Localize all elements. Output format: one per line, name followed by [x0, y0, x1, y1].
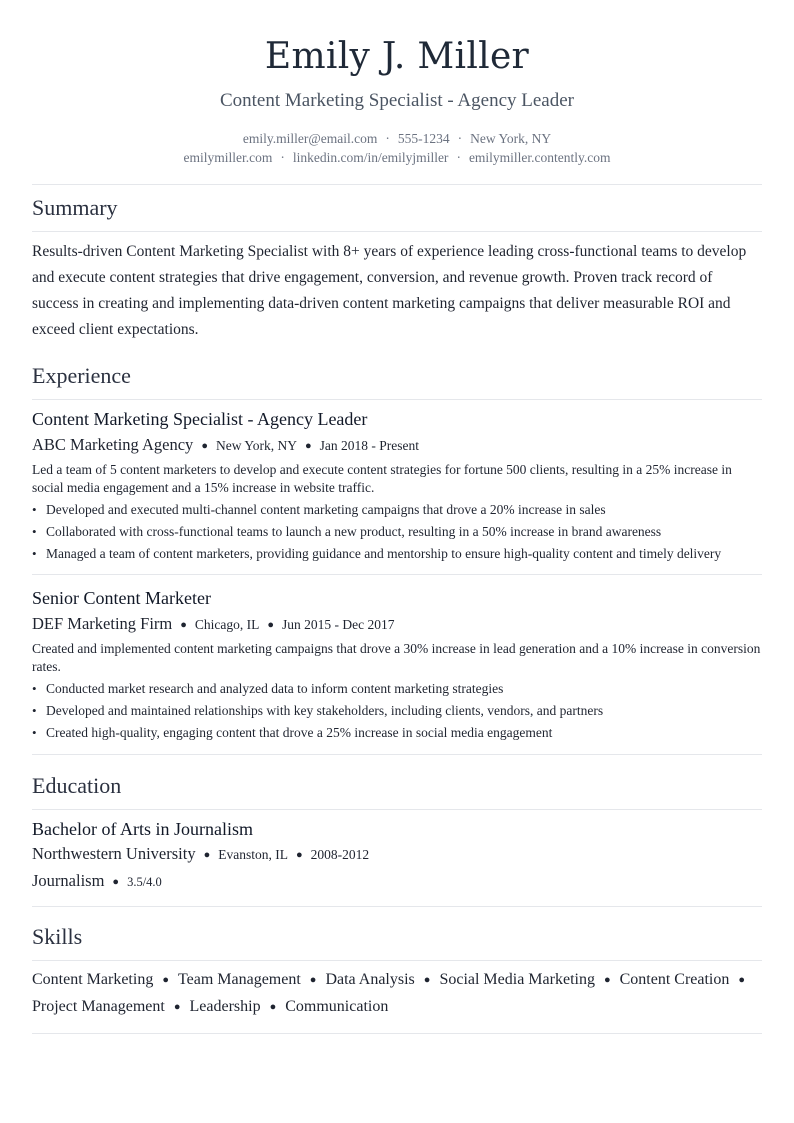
job-entry: [32, 408, 762, 563]
job-bullets: [32, 680, 762, 742]
resume-header: [32, 0, 762, 167]
job-bullet: • Collaborated with cross-functional teams to launch a new product, resulting in a 50% increase in brand awareness: [32, 523, 762, 541]
job-description: Created and implemented content marketing campaigns that drove a 30% increase in lead generation and a 10% increase in conversion rates.: [32, 641, 761, 674]
education-heading: Education: [32, 773, 122, 798]
contact-separator: ·: [385, 131, 390, 146]
skill-item: Team Management: [177, 971, 301, 988]
job-meta: [32, 434, 762, 458]
skill-item: Leadership: [189, 998, 261, 1015]
contact-website[interactable]: emilymiller.com: [183, 150, 273, 165]
meta-bullet: ●: [304, 440, 312, 452]
section-divider: [32, 184, 762, 185]
candidate-name: Emily J. Miller: [264, 36, 530, 77]
education-meta: [32, 843, 762, 867]
contact-separator: ·: [280, 150, 285, 165]
contact-phone[interactable]: 555-1234: [397, 131, 450, 146]
skills-section: [32, 924, 762, 1034]
experience-heading: Experience: [32, 363, 131, 388]
meta-bullet: ●: [201, 440, 208, 452]
candidate-headline: Content Marketing Specialist - Agency Leader: [219, 90, 575, 111]
job-dates: Jun 2015 - Dec 2017: [282, 617, 395, 632]
heading-underline: [32, 399, 762, 400]
meta-bullet: ●: [180, 619, 187, 631]
skill-item: Content Creation: [619, 971, 730, 988]
skills-heading: Skills: [32, 924, 83, 949]
job-bullet: • Conducted market research and analyzed data to inform content marketing strategies: [32, 680, 762, 698]
skills-line: [32, 967, 762, 994]
job-location: New York, NY: [215, 438, 297, 453]
job-meta: [32, 613, 762, 637]
job-dates: Jan 2018 - Present: [319, 438, 419, 453]
section-divider: [32, 906, 762, 907]
heading-underline: [32, 231, 762, 232]
education-details: [32, 870, 762, 894]
section-divider: [32, 754, 762, 755]
education-section: [32, 773, 762, 907]
job-bullet: • Developed and maintained relationships with key stakeholders, including clients, vendors, and partners: [32, 702, 762, 720]
heading-underline: [32, 809, 762, 810]
skill-item: Data Analysis: [325, 971, 415, 988]
skill-separator: ●: [269, 1001, 277, 1013]
job-title: Senior Content Marketer: [32, 588, 211, 608]
meta-bullet: ●: [296, 849, 303, 861]
meta-bullet: ●: [267, 619, 275, 631]
contact-separator: ·: [457, 131, 463, 146]
contact-linkedin[interactable]: linkedin.com/in/emilyjmiller: [292, 150, 449, 165]
heading-underline: [32, 960, 762, 961]
skill-item: Content Marketing: [32, 971, 154, 988]
skill-separator: ●: [162, 974, 169, 986]
contact-portfolio[interactable]: emilymiller.contently.com: [468, 150, 611, 165]
section-divider: [32, 1033, 762, 1034]
school-location: Evanston, IL: [218, 847, 288, 862]
job-bullets: [32, 501, 762, 563]
job-description: Led a team of 5 content marketers to develop and execute content strategies for fortune 500 clients, resulting in a 25% increase in social media engagement and a 15% increase in website traffic.: [32, 462, 732, 495]
contact-line-links: [32, 148, 762, 167]
skill-item: Communication: [285, 998, 389, 1015]
experience-section: [32, 363, 762, 755]
school-name: Northwestern University: [32, 844, 196, 863]
job-company: DEF Marketing Firm: [32, 614, 173, 633]
job-entry: [32, 587, 762, 742]
education-gpa: 3.5/4.0: [127, 875, 162, 889]
summary-section: [32, 195, 762, 343]
job-location: Chicago, IL: [194, 617, 260, 632]
contact-separator: ·: [456, 150, 461, 165]
job-bullet: • Created high-quality, engaging content that drove a 25% increase in social media engagement: [32, 724, 762, 742]
skills-line: [32, 994, 762, 1021]
skill-separator: ●: [423, 974, 431, 986]
skill-separator: ●: [173, 1001, 181, 1013]
job-divider: [32, 574, 762, 575]
job-bullet: • Managed a team of content marketers, providing guidance and mentorship to ensure high-quality content and timely delivery: [32, 545, 762, 563]
skill-separator: ●: [738, 974, 746, 986]
contact-location: New York, NY: [470, 131, 552, 146]
meta-bullet: ●: [112, 876, 120, 888]
contact-line-primary: [32, 129, 762, 148]
job-title: Content Marketing Specialist - Agency Leader: [32, 409, 368, 429]
summary-heading: Summary: [32, 195, 118, 220]
skill-separator: ●: [309, 974, 317, 986]
contact-email[interactable]: emily.miller@email.com: [242, 131, 378, 146]
skill-item: Social Media Marketing: [439, 971, 595, 988]
field-of-study: Journalism: [32, 871, 105, 890]
meta-bullet: ●: [203, 849, 211, 861]
degree-title: Bachelor of Arts in Journalism: [32, 819, 253, 839]
skill-item: Project Management: [32, 998, 165, 1015]
summary-text: Results-driven Content Marketing Specialist with 8+ years of experience leading cross-functional teams to develop and execute content strategies that drive engagement, conversion, and revenue growth. Proven track record of success in creating and implementing data-driven content marketing campaigns that deliver measurable ROI and exceed client expectations.: [32, 243, 747, 338]
job-bullet: • Developed and executed multi-channel content marketing campaigns that drove a 20% increase in sales: [32, 501, 762, 519]
education-years: 2008-2012: [310, 847, 370, 862]
skill-separator: ●: [603, 974, 611, 986]
job-company: ABC Marketing Agency: [32, 435, 194, 454]
